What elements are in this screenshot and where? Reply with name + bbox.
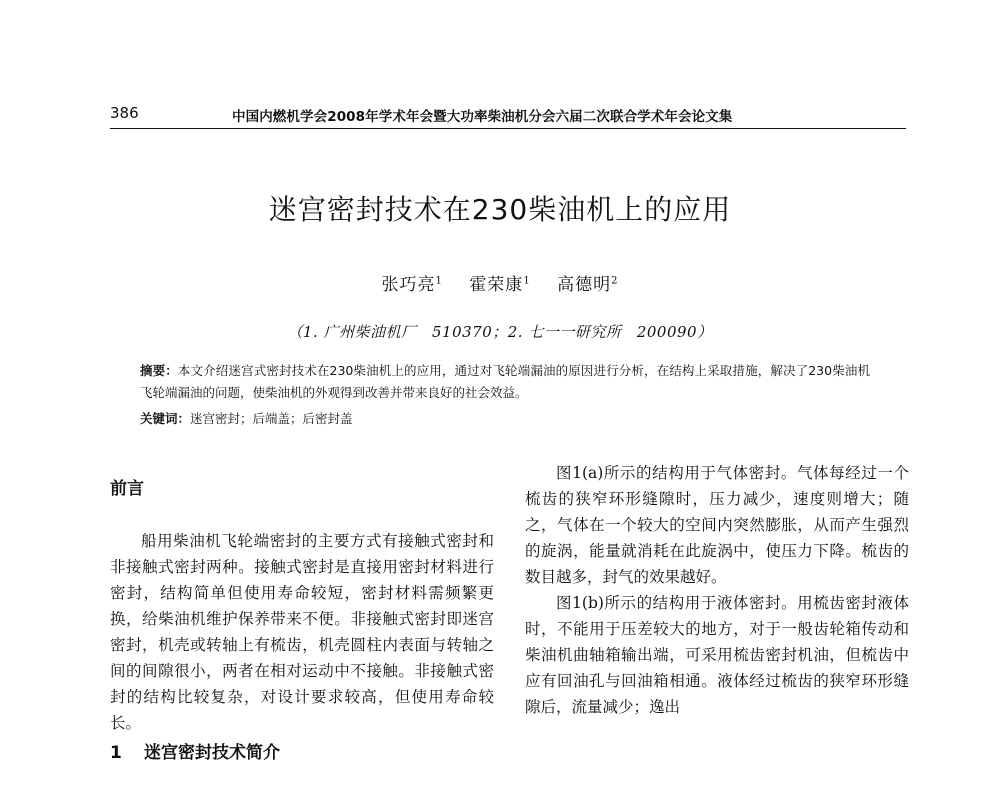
proceedings-title: 中国内燃机学会2008年学术年会暨大功率柴油机分会六届二次联合学术年会论文集 <box>232 109 733 125</box>
gas-seal-paragraph: 图1(a)所示的结构用于气体密封。气体每经过一个梳齿的狭窄环形缝隙时，压力减少，速度则增大；随之，气体在一个较大的空间内突然膨胀，从而产生强烈的旋涡，能量就消耗在此旋涡中，使压力下降。梳齿的数目越多，封气的效果越好。 <box>525 464 909 586</box>
preface-paragraph: 船用柴油机飞轮端密封的主要方式有接触式密封和非接触式密封两种。接触式密封是直接用密封材料进行密封，结构简单但使用寿命较短，密封材料需频繁更换，给柴油机维护保养带来不便。非接触式密封即迷宫密封，机壳或转轴上有梳齿，机壳圆柱内表面与转轴之间的间隙很小，两者在相对运动中不接触。非接触式密封的结构比较复杂，对设计要求较高，但使用寿命较长。 <box>110 532 494 732</box>
left-column <box>110 476 494 792</box>
author-name: 张巧亮 <box>381 275 436 295</box>
author <box>382 275 443 295</box>
running-header <box>110 104 906 129</box>
keywords-label: 关键词： <box>140 411 191 426</box>
keywords-text: 迷宫密封；后端盖；后密封盖 <box>190 411 353 426</box>
affiliations: （1. 广州柴油机厂 510370；2. 七一一研究所 200090） <box>287 323 713 341</box>
keywords <box>140 408 870 430</box>
section-heading-preface: 前言 <box>110 479 144 499</box>
author-affil-mark: 2 <box>611 275 619 287</box>
abstract-text: 本文介绍迷宫式密封技术在230柴油机上的应用，通过对飞轮端漏油的原因进行分析，在结构上采取措施，解决了230柴油机飞轮端漏油的问题，使柴油机的外观得到改善并带来良好的社会效益。 <box>140 363 870 400</box>
author-affil-mark: 1 <box>435 275 443 287</box>
paper-title: 迷宫密封技术在230柴油机上的应用 <box>268 193 732 226</box>
author-list <box>0 270 1000 295</box>
right-column <box>525 460 909 720</box>
author-name: 高德明 <box>557 275 612 295</box>
section-title: 迷宫密封技术简介 <box>144 743 280 763</box>
section-number: 1 <box>110 743 122 763</box>
author-name: 霍荣康 <box>469 275 524 295</box>
abstract <box>140 360 870 404</box>
author-affil-mark: 1 <box>523 275 531 287</box>
author <box>557 275 618 295</box>
author <box>469 275 530 295</box>
liquid-seal-paragraph: 图1(b)所示的结构用于液体密封。用梳齿密封液体时，不能用于压差较大的地方，对于一般齿轮箱传动和柴油机曲轴箱输出端，可采用梳齿密封机油，但梳齿中应有回油孔与回油箱相通。液体经过梳齿的狭窄环形缝隙后，流量减少；逸出 <box>525 594 909 716</box>
page-number: 386 <box>110 104 139 122</box>
abstract-label: 摘要： <box>140 363 178 378</box>
section-heading-1 <box>110 740 494 770</box>
